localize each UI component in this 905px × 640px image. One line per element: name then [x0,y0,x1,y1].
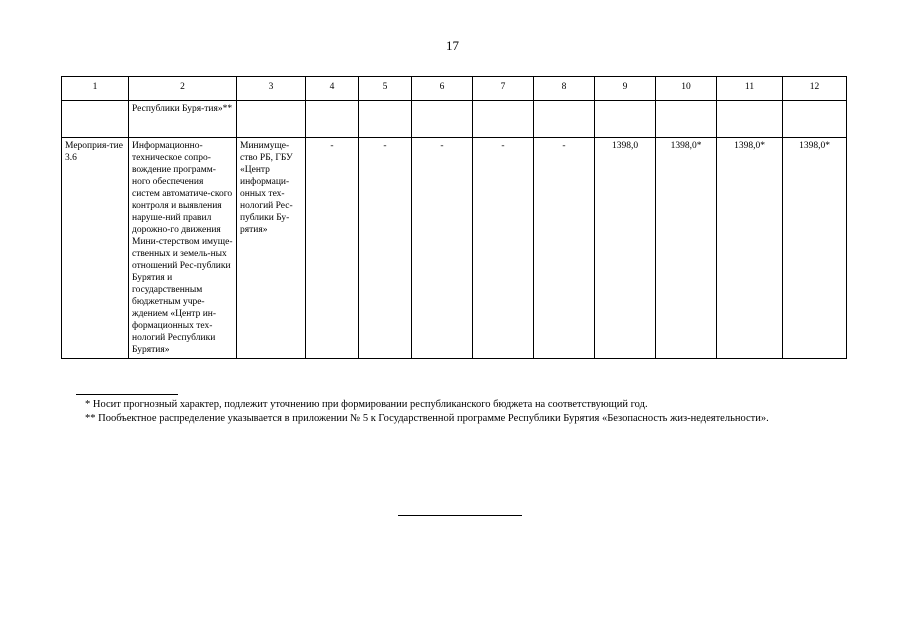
measure-description: Информационно-техническое сопро-вождение программ-ного обеспечения систем автоматиче-ского контроля и выявления наруше-ний правил дорожно-го движения Мини-стерством имуще-ственных и земель-ных отношений Рес-публики Бурятия и государственным бюджетным учре-ждением «Центр ин-формационных тех-нологий Республики Бурятия» [129,138,237,359]
footnote: ** Пообъектное распределение указывается в приложении № 5 к Государственной программе Республики Бурятия «Безопасность жиз-недеятельности». [85,413,769,424]
table-cell [656,101,717,138]
column-header: 1 [62,77,129,101]
value-cell: 1398,0* [717,138,783,359]
value-cell: 1398,0 [595,138,656,359]
value-cell: - [306,138,359,359]
value-cell: - [412,138,473,359]
value-cell: - [359,138,412,359]
column-header: 10 [656,77,717,101]
column-header: 6 [412,77,473,101]
column-header: 12 [783,77,847,101]
table-cell [473,101,534,138]
table-cell [412,101,473,138]
value-cell: 1398,0* [656,138,717,359]
measure-label: Мероприя-тие 3.6 [62,138,129,359]
header-row [62,77,847,101]
value-cell: - [473,138,534,359]
value-cell: - [534,138,595,359]
table-cell [62,101,129,138]
measure-row [62,138,847,359]
column-header: 9 [595,77,656,101]
column-header: 2 [129,77,237,101]
column-header: 7 [473,77,534,101]
column-header: 11 [717,77,783,101]
end-divider [398,515,522,516]
table-cell [306,101,359,138]
footnotes [76,398,846,426]
continuation-row [62,101,847,138]
footnote: * Носит прогнозный характер, подлежит уточнению при формировании республиканского бюджета на соответствующий год. [85,399,648,410]
table-cell [534,101,595,138]
column-header: 8 [534,77,595,101]
column-header: 3 [237,77,306,101]
table-cell [237,101,306,138]
column-header: 5 [359,77,412,101]
page-number: 17 [446,38,459,53]
program-table [61,76,847,359]
table-cell: Республики Буря-тия»** [129,101,237,138]
table-cell [359,101,412,138]
column-header: 4 [306,77,359,101]
value-cell: 1398,0* [783,138,847,359]
footnote-divider [76,394,178,395]
table-cell [783,101,847,138]
table-cell [717,101,783,138]
table-cell [595,101,656,138]
responsible-executor: Минимуще-ство РБ, ГБУ «Центр информаци-онных тех-нологий Рес-публики Бу-рятия» [237,138,306,359]
